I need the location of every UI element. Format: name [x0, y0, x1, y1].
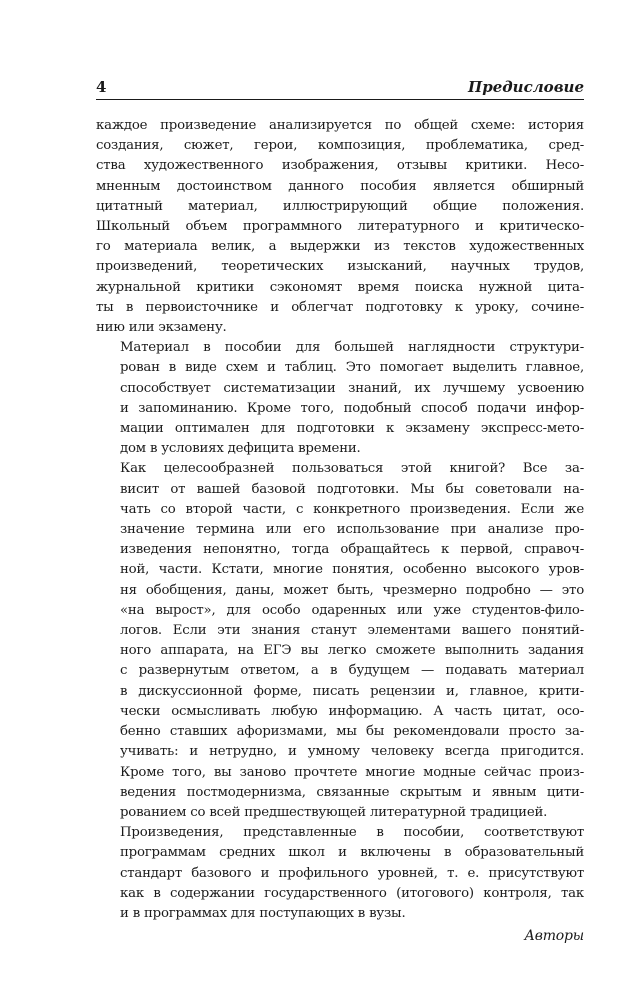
text-line: «на вырост», для особо одаренных или уже студентов-фило-	[120, 602, 584, 618]
text-line: Произведения, представленные в пособии, соответствуют	[120, 825, 584, 841]
text-line: ня обобщения, даны, может быть, чрезмерно подробно — это	[120, 582, 584, 598]
text-line: дом в условиях дефицита времени.	[120, 441, 361, 457]
text-line: изведения непонятно, тогда обращайтесь к первой, справоч-	[120, 542, 584, 558]
running-header	[96, 77, 584, 100]
text-line: логов. Если эти знания станут элементами вашего понятий-	[120, 623, 584, 639]
paragraph	[96, 823, 584, 924]
text-line: нию или экзамену.	[96, 320, 227, 336]
text-line: значение термина или его использование при анализе про-	[120, 522, 584, 538]
text-line: учивать: и нетрудно, и умному человеку всегда пригодится.	[120, 744, 584, 760]
text-line: способствует систематизации знаний, их лучшему усвоению	[120, 380, 584, 396]
text-line: чески осмысливать любую информацию. А часть цитат, осо-	[120, 703, 584, 719]
running-title: Предисловие	[468, 78, 584, 96]
text-line: и в программах для поступающих в вузы.	[120, 905, 406, 921]
text-line: произведений, теоретических изысканий, научных трудов,	[96, 259, 584, 275]
text-line: ного аппарата, на ЕГЭ вы легко сможете выполнить задания	[120, 643, 584, 659]
text-line: и запоминанию. Кроме того, подобный способ подачи инфор-	[120, 400, 584, 416]
text-line: в дискуссионной форме, писать рецензии и, главное, крити-	[120, 683, 584, 699]
text-line: каждое произведение анализируется по общей схеме: история	[96, 118, 584, 133]
text-line: Кроме того, вы заново прочтете многие модные сейчас произ-	[120, 764, 584, 780]
text-line: стандарт базового и профильного уровней, т. е. присутствуют	[120, 865, 584, 881]
text-line: висит от вашей базовой подготовки. Мы бы советовали на-	[120, 481, 584, 497]
paragraph	[96, 459, 584, 823]
text-line: с развернутым ответом, а в будущем — подавать материал	[120, 663, 584, 679]
text-line: ты в первоисточнике и облегчат подготовку к уроку, сочине-	[96, 299, 584, 315]
text-line: ной, части. Кстати, многие понятия, особенно высокого уров-	[120, 562, 584, 578]
text-line: Как целесообразней пользоваться этой книгой? Все за-	[120, 461, 584, 477]
text-line: мненным достоинством данного пособия является обширный	[96, 178, 584, 194]
paragraph	[96, 338, 584, 459]
text-line: ства художественного изображения, отзывы критики. Несо-	[96, 158, 584, 174]
page-number: 4	[96, 78, 107, 96]
text-line: цитатный материал, иллюстрирующий общие положения.	[96, 198, 584, 214]
text-line: Материал в пособии для большей наглядности структури-	[120, 340, 584, 356]
text-line: программам средних школ и включены в образовательный	[120, 845, 584, 861]
text-line: рованием со всей предшествующей литературной традицией.	[120, 804, 548, 820]
text-line: ведения постмодернизма, связанные скрытым и явным цити-	[120, 784, 584, 800]
paragraph	[96, 116, 584, 338]
body-text	[96, 116, 584, 946]
paragraphs	[96, 116, 584, 924]
text-line: бенно ставших афоризмами, мы бы рекомендовали просто за-	[120, 724, 584, 740]
text-line: мации оптимален для подготовки к экзамену экспресс-мето-	[120, 421, 584, 437]
text-line: журнальной критики сэкономят время поиска нужной цита-	[96, 279, 584, 295]
signature: Авторы	[524, 928, 584, 945]
text-line: как в содержании государственного (итогового) контроля, так	[120, 885, 584, 901]
text-line: го материала велик, а выдержки из текстов художественных	[96, 239, 584, 255]
text-line: рован в виде схем и таблиц. Это помогает выделить главное,	[120, 360, 584, 376]
text-line: чать со второй части, с конкретного произведения. Если же	[120, 501, 584, 517]
text-line: создания, сюжет, герои, композиция, проблематика, сред-	[96, 138, 584, 154]
text-line: Школьный объем программного литературного и критическо-	[96, 219, 584, 235]
